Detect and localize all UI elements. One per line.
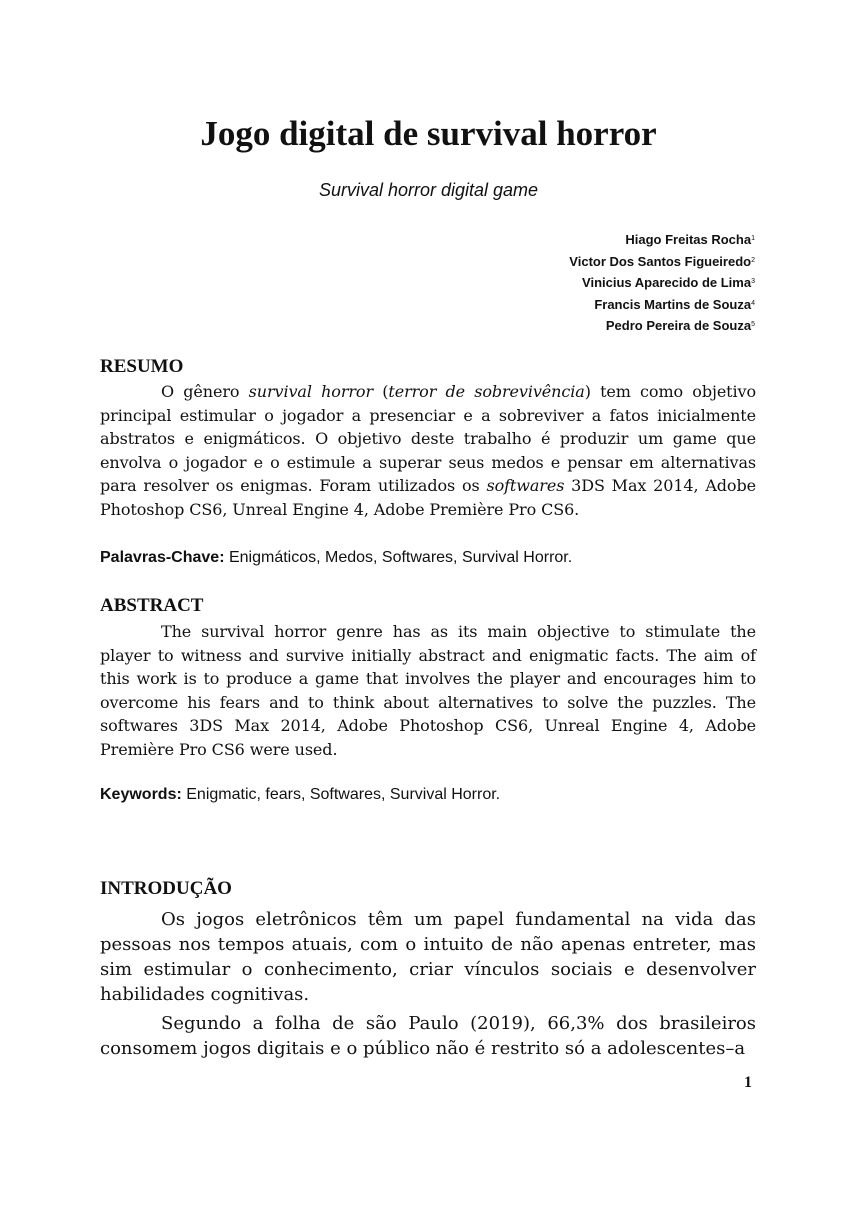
footnote-mark: 4 — [751, 299, 755, 307]
abstract-heading: ABSTRACT — [100, 595, 204, 616]
introducao-paragraph: Os jogos eletrônicos têm um papel fundamental na vida das pessoas nos tempos atuais, com o intuito de não apenas entreter, mas sim estimular o conhecimento, criar vínculos sociais e desenvolver habilidades cognitivas. — [100, 909, 756, 1005]
page-number: 1 — [744, 1074, 752, 1091]
author-name: Hiago Freitas Rocha$^1$ — [625, 232, 755, 247]
author-name: Francis Martins de Souza$^4$ — [594, 296, 755, 312]
introducao-heading: INTRODUÇÃO — [100, 878, 232, 899]
abstract-keywords: Keywords: Enigmatic, fears, Softwares, Survival Horror. — [100, 786, 501, 803]
author-list — [569, 229, 755, 337]
introducao-paragraph: Segundo a folha de são Paulo (2019), 66,3% dos brasileiros consomem jogos digitais e o público não é restrito só a adolescentes–a — [100, 1013, 756, 1059]
abstract-paragraph: The survival horror genre has as its main objective to stimulate the player to witness and survive initially abstract and enigmatic facts. The aim of this work is to produce a game that involves the player and encourages him to overcome his fears and to think about alternatives to solve the puzzles. The softwares 3DS Max 2014, Adobe Photoshop CS6, Unreal Engine 4, Adobe Première Pro CS6 were used. — [100, 622, 756, 759]
keywords-label: Keywords: — [100, 786, 182, 803]
resumo-paragraph: O gênero survival horror (terror de sobrevivência) tem como objetivo principal estimular o jogador a presenciar e a sobreviver a fatos inicialmente abstratos e enigmáticos. O objetivo deste trabalho é produzir um game que envolva o jogador e o estimule a superar seus medos e pensar em alternativas para resolver os enigmas. Foram utilizados os softwares 3DS Max 2014, Adobe Photoshop CS6, Unreal Engine 4, Adobe Première Pro CS6. — [100, 382, 757, 519]
author-name: Vinicius Aparecido de Lima$^3$ — [582, 275, 755, 290]
footnote-mark: 2 — [751, 256, 755, 264]
author-name: Pedro Pereira de Souza$^5$ — [605, 318, 755, 333]
footnote-mark: 3 — [751, 278, 755, 285]
resumo-keywords: Palavras-Chave: Enigmáticos, Medos, Softwares, Survival Horror. — [100, 549, 573, 566]
paper-title: Jogo digital de survival horror — [200, 114, 657, 153]
resumo-heading: RESUMO — [100, 356, 184, 377]
footnote-mark: 5 — [751, 321, 755, 328]
author-name: Victor Dos Santos Figueiredo$^2$ — [569, 253, 755, 269]
paper-subtitle: Survival horror digital game — [318, 180, 539, 200]
keywords-label: Palavras-Chave: — [100, 549, 225, 566]
footnote-mark: 1 — [751, 235, 755, 242]
